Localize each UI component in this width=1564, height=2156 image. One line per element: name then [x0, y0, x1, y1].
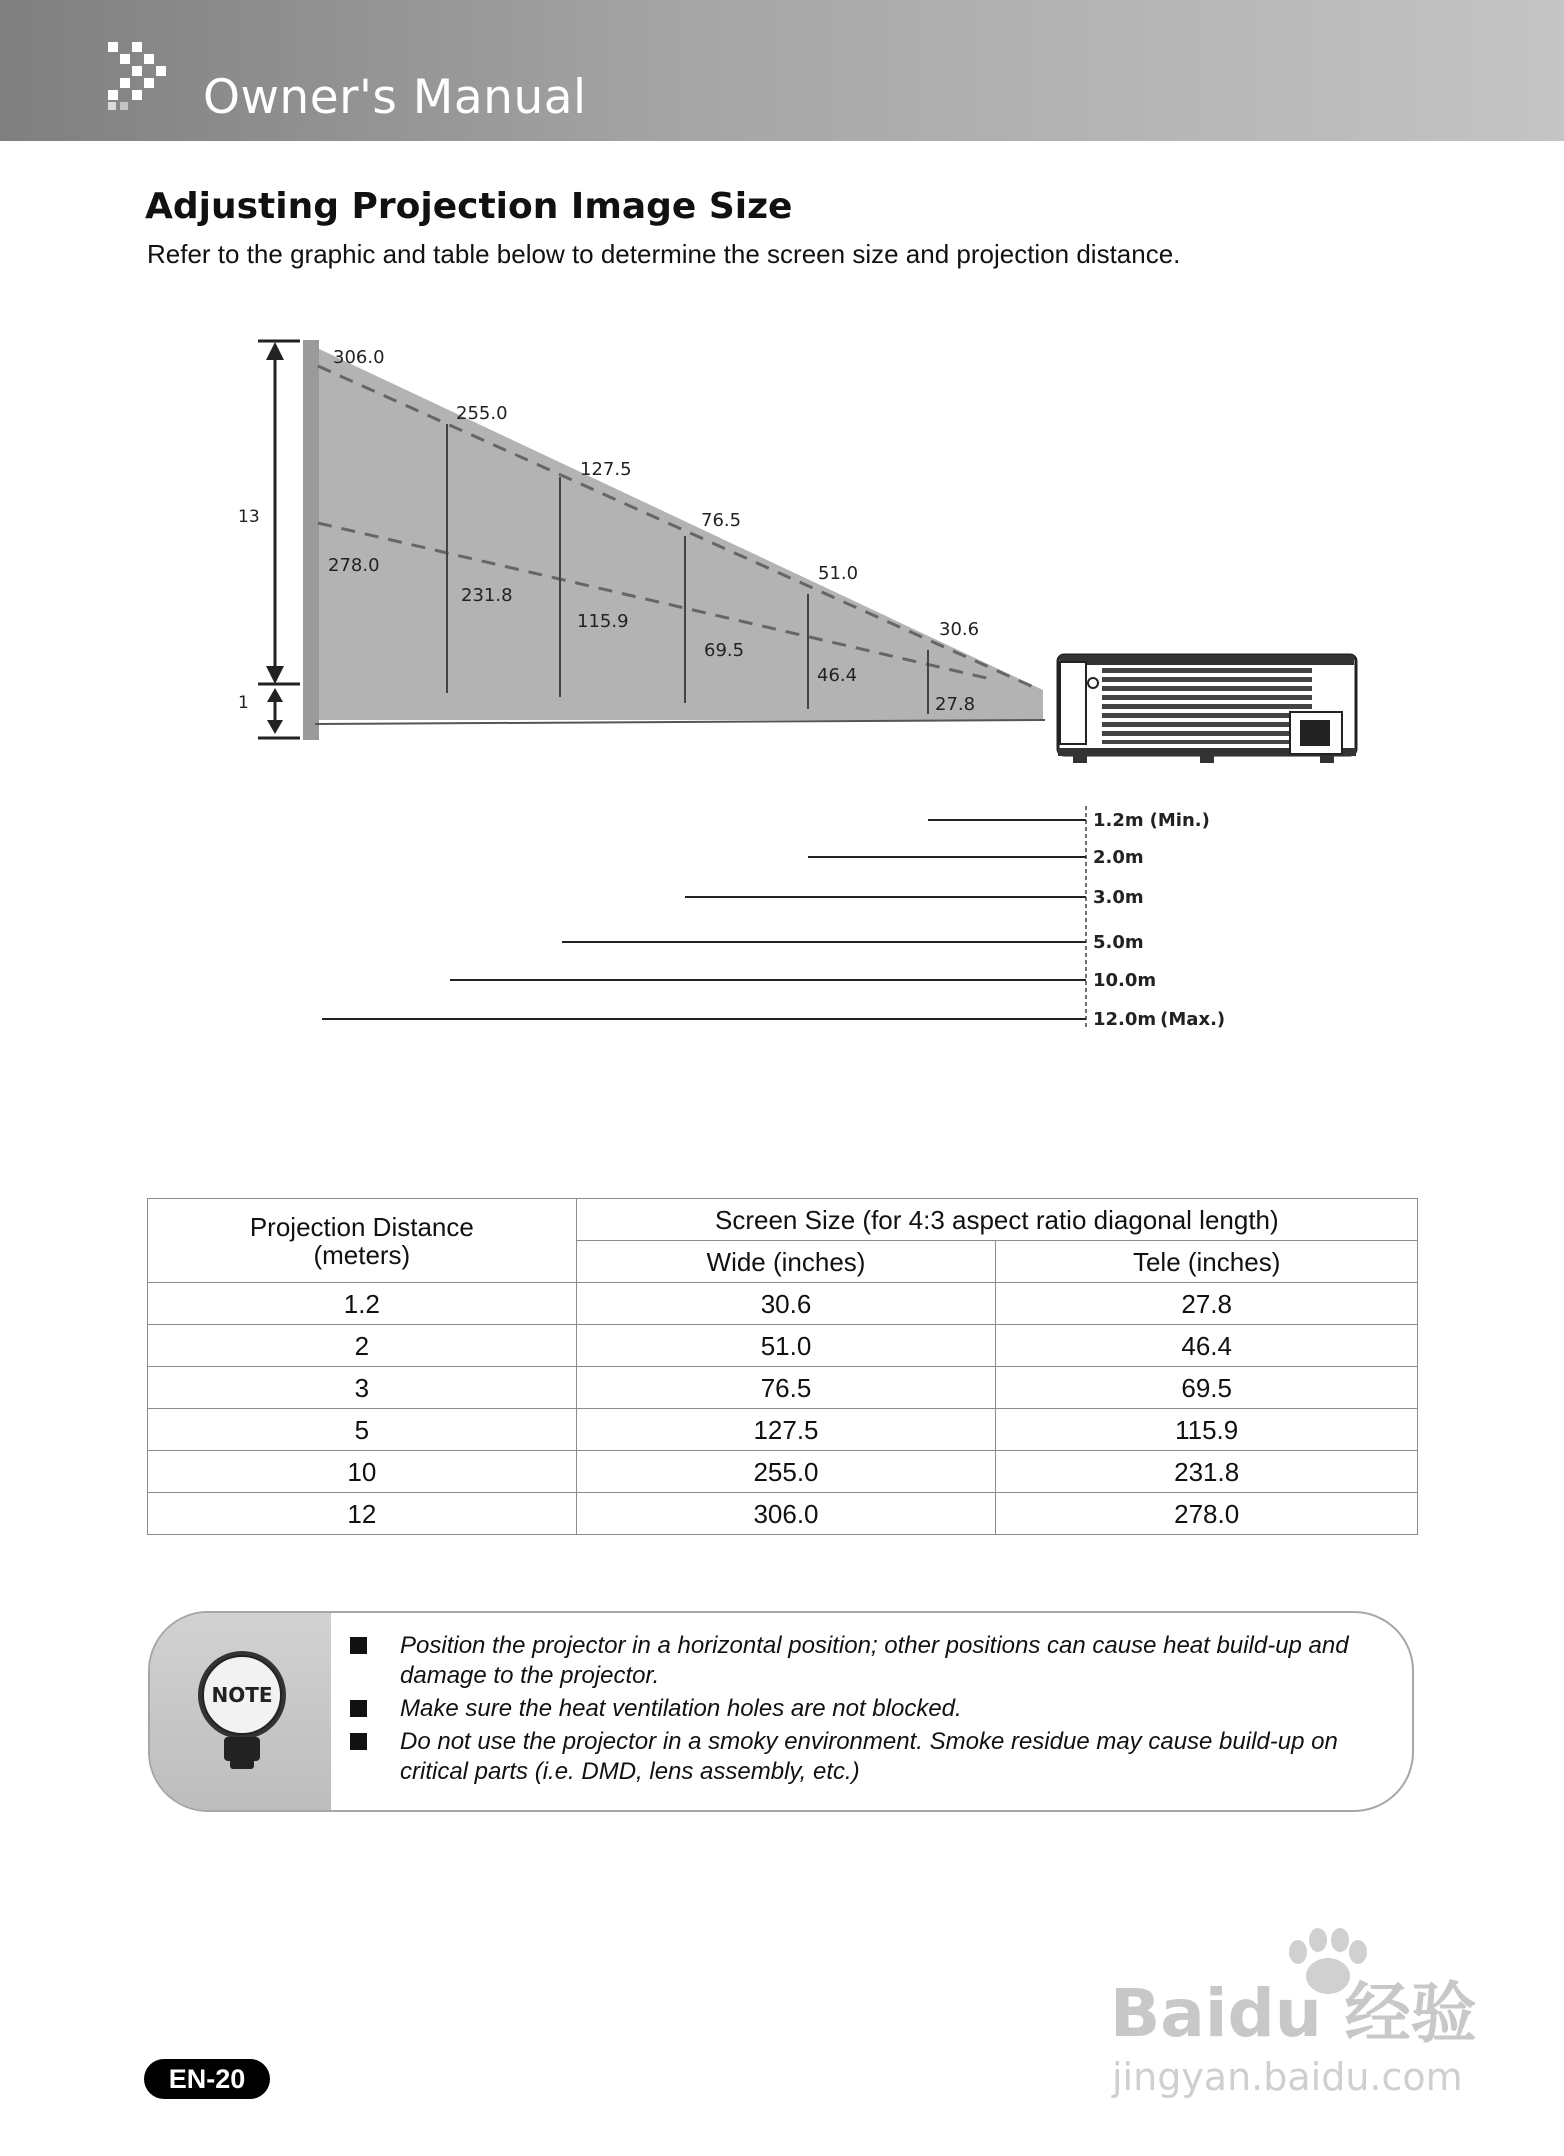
cell-wide: 76.5 [576, 1367, 996, 1409]
tele-label-10m: 231.8 [461, 585, 513, 606]
table-header-distance: Projection Distance (meters) [148, 1199, 577, 1283]
table-header-wide: Wide (inches) [576, 1241, 996, 1283]
cell-distance: 10 [148, 1451, 577, 1493]
cell-tele: 27.8 [996, 1283, 1418, 1325]
cell-distance: 3 [148, 1367, 577, 1409]
table-row [148, 1493, 1418, 1535]
cell-distance: 5 [148, 1409, 577, 1451]
note-sidebar [150, 1613, 331, 1810]
tele-label-3m: 69.5 [704, 640, 745, 661]
distance-label-10m: 10.0m [1093, 970, 1157, 991]
table-header-tele: Tele (inches) [996, 1241, 1418, 1283]
note-item: Do not use the projector in a smoky environment. Smoke residue may cause build-up on critical parts (i.e. DMD, lens assembly, etc.) [350, 1727, 1390, 1787]
note-item: Position the projector in a horizontal position; other positions can cause heat build-up and damage to the projector. [350, 1631, 1390, 1691]
tele-label-12m: 278.0 [328, 555, 380, 576]
tele-label-5m: 115.9 [577, 611, 629, 632]
wide-label-2m: 51.0 [818, 563, 859, 584]
svg-text:Baidu 经验: Baidu 经验 [1110, 1975, 1477, 2052]
bullet-square-icon [350, 1637, 367, 1654]
chevron-logo-icon [104, 40, 176, 112]
cell-wide: 51.0 [576, 1325, 996, 1367]
screen-base-line [315, 720, 1045, 724]
page-number: EN-20 [144, 2059, 270, 2099]
cell-tele: 115.9 [996, 1409, 1418, 1451]
bullet-square-icon [350, 1733, 367, 1750]
table-header-screen-size: Screen Size (for 4:3 aspect ratio diagonal length) [576, 1199, 1417, 1241]
height-label-main: 13 [238, 507, 260, 527]
svg-text:NOTE: NOTE [211, 1683, 273, 1707]
height-label-offset: 1 [238, 693, 249, 713]
table-row [148, 1367, 1418, 1409]
distance-label-5m: 5.0m [1093, 932, 1144, 953]
note-box [148, 1611, 1414, 1812]
distance-label-12m: 12.0m (Max.) [1093, 1009, 1226, 1030]
wide-label-1.2m: 30.6 [939, 619, 980, 640]
cell-wide: 255.0 [576, 1451, 996, 1493]
baidu-watermark [1110, 1918, 1490, 2108]
tele-label-1.2m: 27.8 [935, 694, 976, 715]
distance-label-1.2m: 1.2m (Min.) [1093, 810, 1210, 831]
cell-wide: 306.0 [576, 1493, 996, 1535]
wide-label-10m: 255.0 [456, 403, 508, 424]
wide-label-5m: 127.5 [580, 459, 632, 480]
cell-distance: 2 [148, 1325, 577, 1367]
cell-tele: 46.4 [996, 1325, 1418, 1367]
bullet-square-icon [350, 1700, 367, 1717]
wide-label-3m: 76.5 [701, 510, 742, 531]
cell-distance: 1.2 [148, 1283, 577, 1325]
note-lightbulb-icon [194, 1649, 290, 1773]
header-bar [0, 0, 1564, 141]
cell-tele: 69.5 [996, 1367, 1418, 1409]
table-row [148, 1283, 1418, 1325]
distance-label-2m: 2.0m [1093, 847, 1144, 868]
projection-size-table [147, 1198, 1418, 1535]
cell-wide: 30.6 [576, 1283, 996, 1325]
table-row [148, 1451, 1418, 1493]
projector-illustration [1058, 655, 1356, 763]
cell-tele: 278.0 [996, 1493, 1418, 1535]
note-item: Make sure the heat ventilation holes are not blocked. [350, 1694, 1390, 1724]
projection-diagram [0, 300, 1564, 1060]
distance-label-3m: 3.0m [1093, 887, 1144, 908]
cell-distance: 12 [148, 1493, 577, 1535]
note-list [350, 1631, 1390, 1790]
cell-tele: 231.8 [996, 1451, 1418, 1493]
wide-label-12m: 306.0 [333, 347, 385, 368]
intro-text: Refer to the graphic and table below to determine the screen size and projection distance. [147, 239, 1181, 269]
section-title: Adjusting Projection Image Size [145, 186, 793, 227]
cell-wide: 127.5 [576, 1409, 996, 1451]
svg-text:jingyan.baidu.com: jingyan.baidu.com [1112, 2055, 1463, 2099]
tele-label-2m: 46.4 [817, 665, 858, 686]
projection-beam [315, 347, 1043, 720]
projection-screen [303, 340, 319, 740]
table-row [148, 1409, 1418, 1451]
table-row [148, 1325, 1418, 1367]
header-title: Owner's Manual [203, 70, 587, 125]
